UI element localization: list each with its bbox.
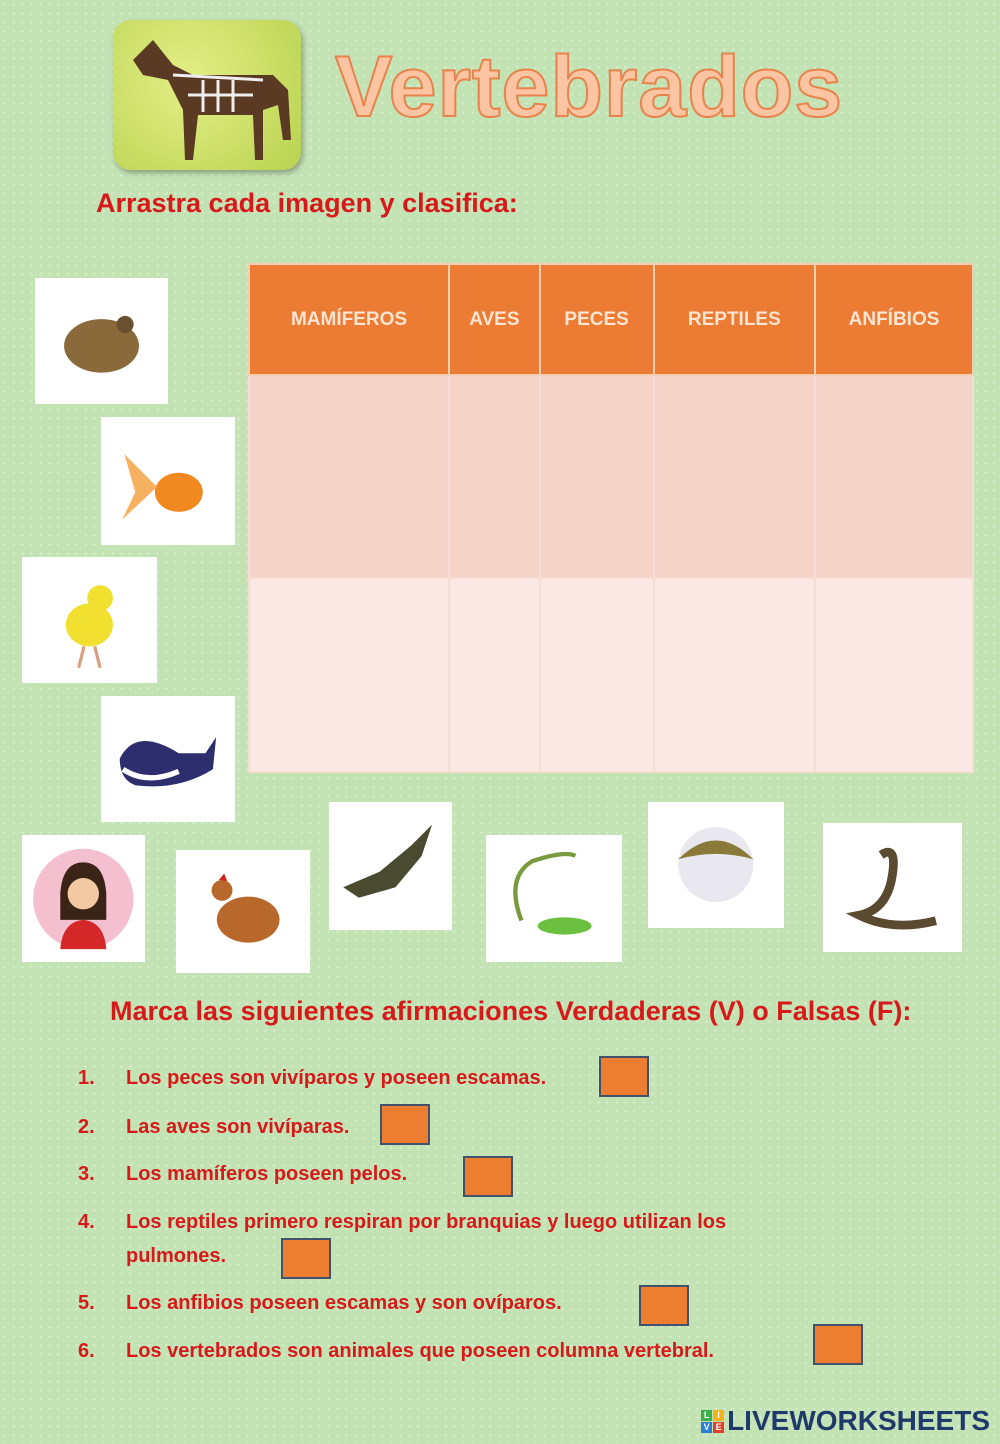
item-number: 4.	[78, 1211, 95, 1233]
frog-icon	[45, 287, 158, 394]
logo-letter: V	[701, 1422, 712, 1433]
frog-card[interactable]	[35, 278, 168, 404]
goldfish-icon	[111, 427, 225, 536]
header-peces: PECES	[540, 264, 654, 375]
brand-name: LIVEWORKSHEETS	[727, 1405, 990, 1436]
answer-input-1[interactable]	[599, 1056, 649, 1097]
drop-zone[interactable]	[815, 375, 973, 578]
girl-icon	[31, 845, 136, 953]
header-reptiles: REPTILES	[654, 264, 815, 375]
crocodile-card[interactable]	[329, 802, 452, 930]
snake-card[interactable]	[823, 823, 962, 952]
drop-zone[interactable]	[654, 375, 815, 578]
drop-zone[interactable]	[654, 578, 815, 772]
hen-card[interactable]	[176, 850, 310, 973]
pufferfish-icon	[658, 811, 774, 918]
statement-6: Los vertebrados son animales que poseen columna vertebral.	[126, 1340, 714, 1362]
instruction: Arrastra cada imagen y clasifica:	[96, 188, 518, 218]
drop-zone[interactable]	[249, 578, 449, 772]
item-number: 1.	[78, 1067, 95, 1089]
item-number: 3.	[78, 1163, 95, 1185]
liveworksheets-icon	[701, 1410, 724, 1433]
drop-zone[interactable]	[449, 578, 540, 772]
answer-input-2[interactable]	[380, 1104, 430, 1145]
answer-input-5[interactable]	[639, 1285, 689, 1326]
header-anfibios: ANFÍBIOS	[815, 264, 973, 375]
lizard-icon	[496, 845, 612, 953]
quiz-title: Marca las siguientes afirmaciones Verdaderas (V) o Falsas (F):	[110, 996, 912, 1026]
liveworksheets-logo[interactable]	[701, 1405, 990, 1437]
canary-card[interactable]	[22, 557, 157, 683]
logo-letter: E	[713, 1422, 724, 1433]
answer-input-6[interactable]	[813, 1324, 863, 1365]
item-number: 2.	[78, 1116, 95, 1138]
statement-3: Los mamíferos poseen pelos.	[126, 1163, 408, 1185]
statement-5: Los anfibios poseen escamas y son ovíparos.	[126, 1292, 562, 1314]
header-aves: AVES	[449, 264, 540, 375]
item-number: 5.	[78, 1292, 95, 1314]
statement-4-cont: pulmones.	[126, 1245, 227, 1267]
answer-input-3[interactable]	[463, 1156, 513, 1197]
classification-table	[248, 263, 974, 773]
drop-zone[interactable]	[449, 375, 540, 578]
whale-icon	[111, 705, 225, 812]
statement-2: Las aves son vivíparas.	[126, 1116, 350, 1138]
logo-letter: I	[713, 1410, 724, 1421]
crocodile-icon	[338, 812, 443, 921]
logo-letter: L	[701, 1410, 712, 1421]
drop-zone[interactable]	[540, 375, 654, 578]
header-mamiferos: MAMÍFEROS	[249, 264, 449, 375]
whale-card[interactable]	[101, 696, 235, 822]
page-title: Vertebrados	[335, 39, 844, 135]
statement-4: Los reptiles primero respiran por branquias y luego utilizan los	[126, 1211, 727, 1233]
drop-zone[interactable]	[815, 578, 973, 772]
snake-icon	[833, 833, 951, 943]
girl-card[interactable]	[22, 835, 145, 962]
hen-icon	[186, 859, 300, 964]
canary-icon	[32, 566, 147, 673]
statement-1: Los peces son vivíparos y poseen escamas.	[126, 1067, 547, 1089]
goldfish-card[interactable]	[101, 417, 235, 545]
item-number: 6.	[78, 1340, 95, 1362]
drop-zone[interactable]	[249, 375, 449, 578]
horse-skeleton-image	[113, 20, 301, 170]
answer-input-4[interactable]	[281, 1238, 331, 1279]
lizard-card[interactable]	[486, 835, 622, 962]
pufferfish-card[interactable]	[648, 802, 784, 928]
drop-zone[interactable]	[540, 578, 654, 772]
